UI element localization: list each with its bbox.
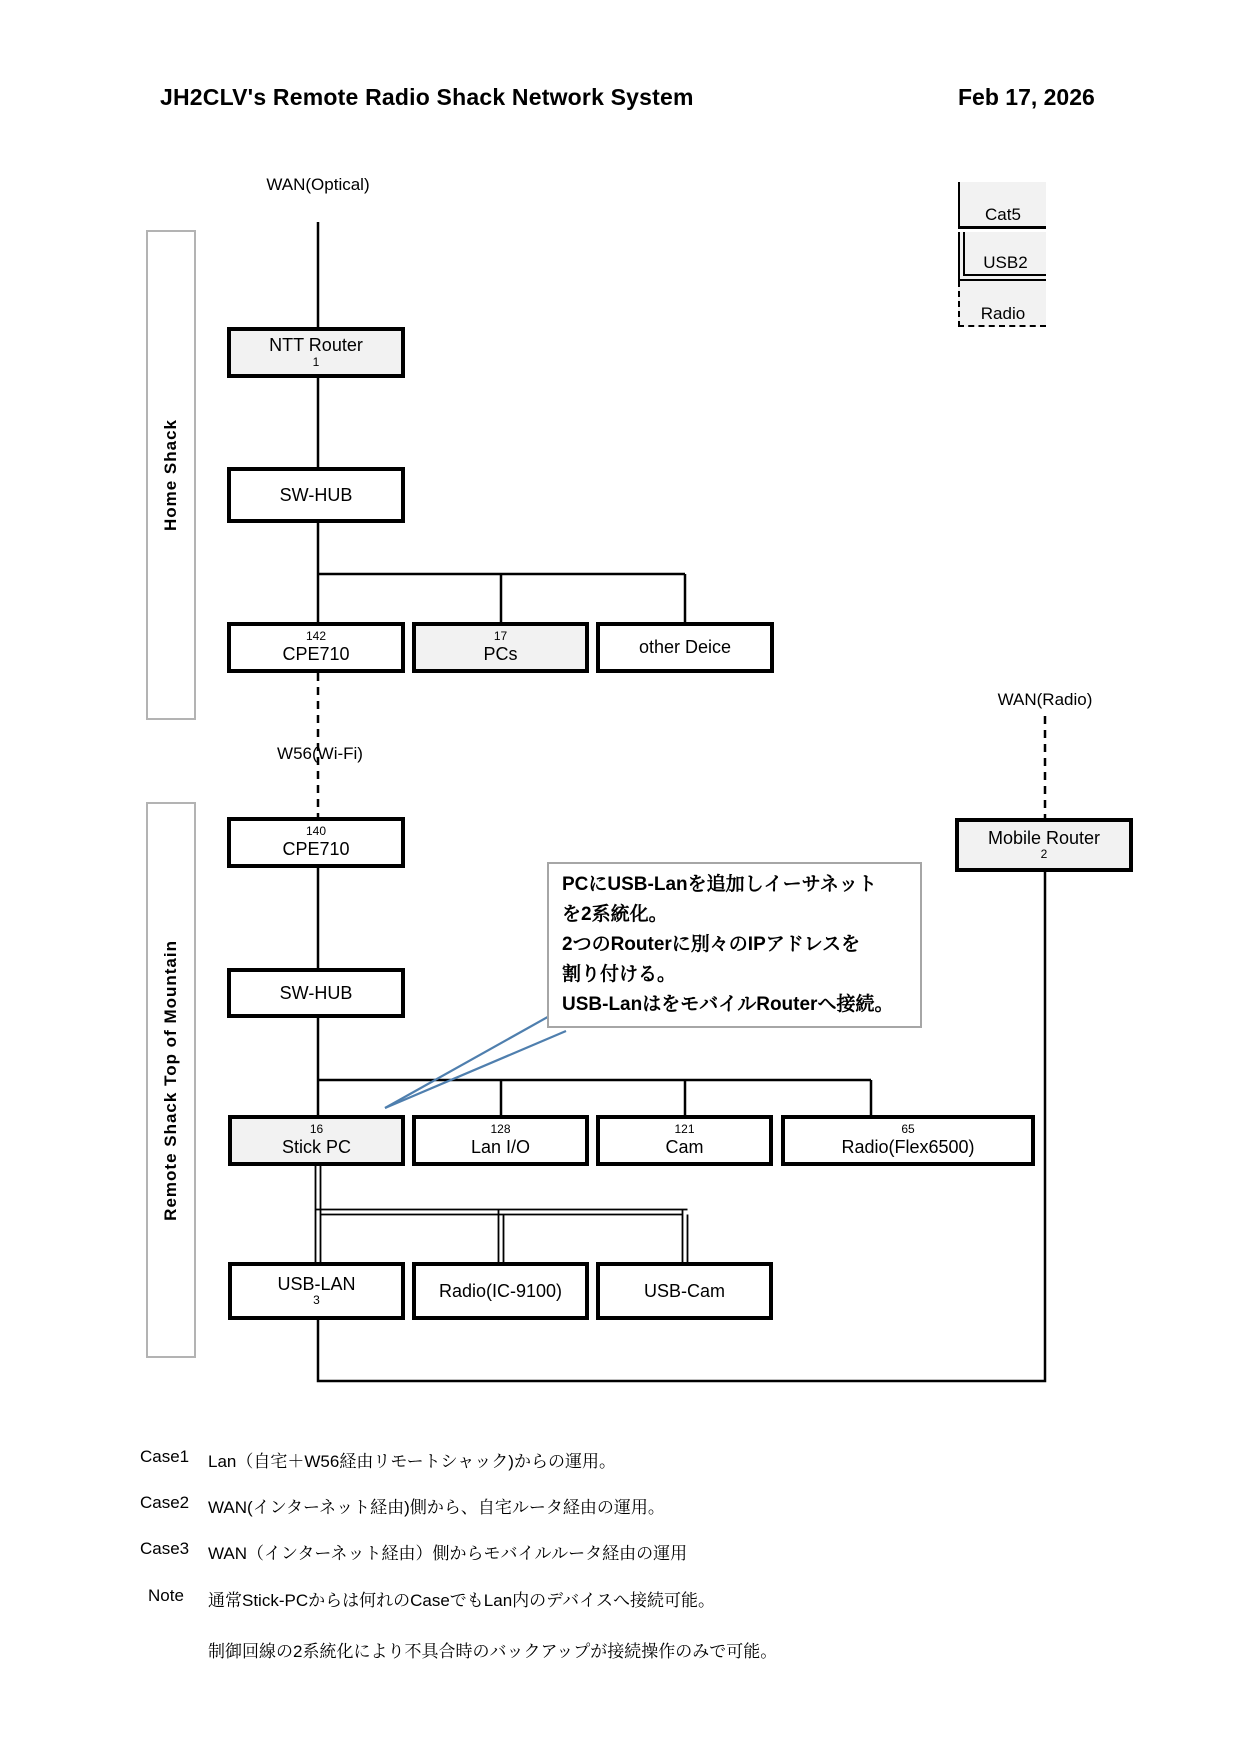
note-case1-label: Case1 [140,1447,190,1466]
note-case3-label: Case3 [140,1539,190,1558]
note-case1-text: Lan（自宅＋W56経由リモートシャック)からの運用。 [208,1452,616,1471]
node-pcs-number: 17 [493,629,508,644]
annotation-line-1: PCにUSB-Lanを追加しイーサネット [562,874,877,895]
legend-item-radio [958,281,1046,327]
node-ntt-router-number: 1 [312,354,320,369]
node-usb-cam [596,1262,773,1320]
annotation-line-2: を2系統化。 [562,904,668,925]
node-mobile-router-label: Mobile Router [987,827,1101,848]
node-sw-hub-home-label: SW-HUB [279,484,353,505]
legend-label-cat5: Cat5 [985,205,1021,224]
node-sw-hub-mountain-label: SW-HUB [279,982,353,1003]
node-usb-lan-label: USB-LAN [277,1273,356,1294]
legend-item-cat5 [958,182,1046,229]
legend-label-radio: Radio [980,304,1026,323]
node-pcs [412,622,589,673]
section-remote-shack [146,802,196,1358]
node-usb-cam-label: USB-Cam [643,1280,725,1301]
node-cpe710-home-number: 142 [305,629,327,644]
node-mobile-router [955,818,1133,872]
node-other-device [596,622,774,673]
annotation-line-4: 割り付ける。 [562,964,677,985]
node-pcs-label: PCs [483,644,518,665]
node-other-device-label: other Deice [638,637,732,658]
note-note-cont-text: 制御回線の2系統化により不具合時のバックアップが接続操作のみで可能。 [208,1642,778,1661]
node-usb-lan [228,1262,405,1320]
w56-wifi-label: W56(Wi-Fi) [277,744,363,763]
connector-swhub1-bus [318,523,685,622]
node-radio-ic9100 [412,1262,589,1320]
node-radio-flex6500-number: 65 [901,1122,915,1137]
wan-optical-label: WAN(Optical) [266,175,370,194]
page-title: JH2CLV's Remote Radio Shack Network System [160,84,694,110]
connector-usb2-double-lines [316,1166,688,1262]
node-cam-label: Cam [665,1137,704,1158]
node-ntt-router [227,327,405,378]
legend-label-usb2: USB2 [983,253,1028,272]
note-case3-text: WAN（インターネット経由）側からモバイルルータ経由の運用 [208,1544,688,1563]
node-sw-hub-mountain [227,968,405,1018]
note-case2-label: Case2 [140,1493,190,1512]
node-stick-pc-number: 16 [309,1122,324,1137]
legend-item-usb2 [958,232,1046,281]
note-note-text: 通常Stick-PCからは何れのCaseでもLan内のデバイスへ接続可能。 [208,1591,715,1610]
annotation-line-3: 2つのRouterに別々のIPアドレスを [562,934,861,955]
node-radio-ic9100-label: Radio(IC-9100) [438,1280,563,1301]
node-cam [596,1115,773,1166]
node-stick-pc [228,1115,405,1166]
page-date: Feb 17, 2026 [958,84,1095,110]
section-home-shack-label: Home Shack [161,418,180,532]
node-usb-lan-number: 3 [313,1293,320,1308]
node-cpe710-mountain-label: CPE710 [282,839,350,860]
node-lan-io-label: Lan I/O [470,1137,531,1158]
node-lan-io [412,1115,589,1166]
node-cpe710-home [227,622,405,673]
note-note-label: Note [148,1586,184,1605]
node-radio-flex6500 [781,1115,1035,1166]
annotation-line-5: USB-LanはをモバイルRouterへ接続。 [562,994,894,1015]
node-cpe710-home-label: CPE710 [282,644,350,665]
annotation-box [547,862,922,1028]
node-cam-number: 121 [674,1122,695,1137]
wan-radio-label: WAN(Radio) [997,690,1093,709]
node-radio-flex6500-label: Radio(Flex6500) [841,1137,975,1158]
node-cpe710-mountain-number: 140 [305,824,327,839]
node-cpe710-mountain [227,817,405,868]
node-lan-io-number: 128 [490,1122,511,1137]
section-home-shack [146,230,196,720]
node-mobile-router-number: 2 [1040,847,1048,862]
section-remote-shack-label: Remote Shack Top of Mountain [161,939,180,1221]
note-case2-text: WAN(インターネット経由)側から、自宅ルータ経由の運用。 [208,1498,665,1517]
node-sw-hub-home [227,467,405,523]
node-ntt-router-label: NTT Router [269,335,363,356]
callout-pointer-lines [385,1014,566,1108]
node-stick-pc-label: Stick PC [281,1137,351,1158]
